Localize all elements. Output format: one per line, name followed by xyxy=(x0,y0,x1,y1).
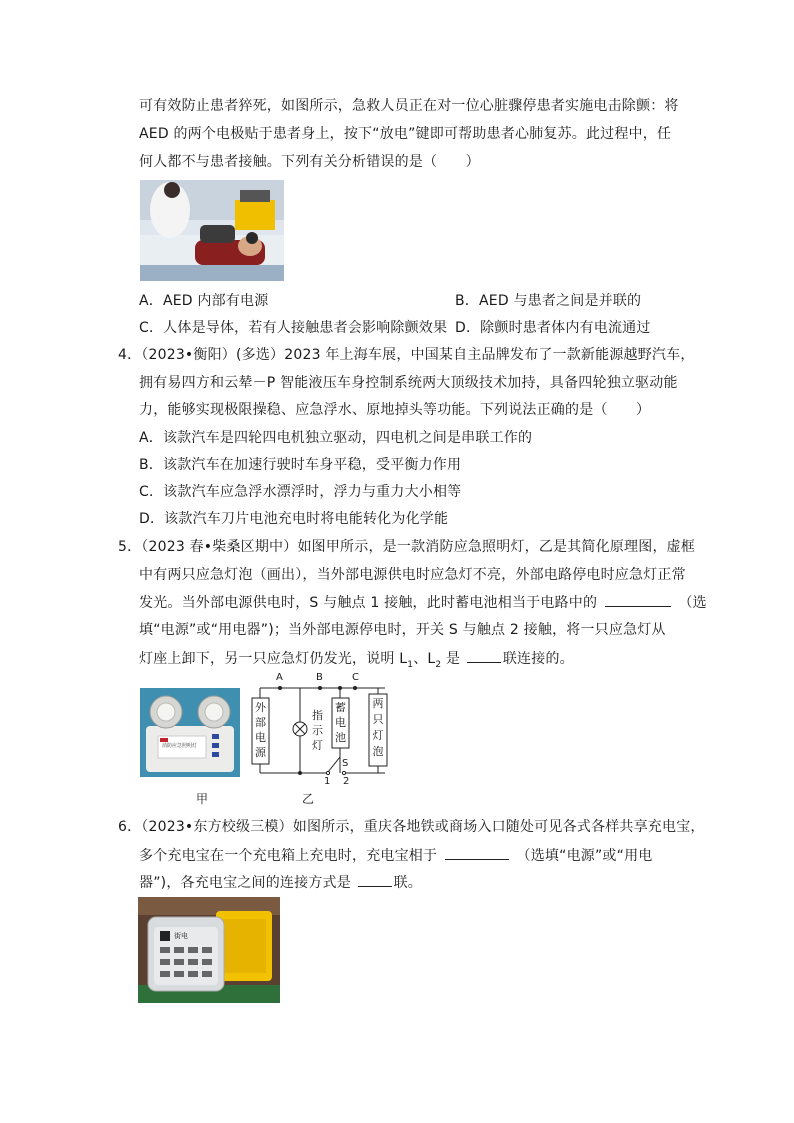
q3-stem-line1: 可有效防止患者猝死，如图所示，急救人员正在对一位心脏骤停患者实施电击除颤：将 xyxy=(139,98,679,114)
terminal-1-label: 1 xyxy=(324,776,331,787)
lamp-label: 消防应急照明灯 xyxy=(162,743,198,749)
q5-stem-line1: 5．（2023 春•柴桑区期中）如图甲所示，是一款消防应急照明灯，乙是其简化原理图，虚框 xyxy=(118,539,696,555)
q6-stem-line1: 6．（2023•东方校级三模）如图所示，重庆各地铁或商场入口随处可见各式各样共享充电宝， xyxy=(118,819,705,835)
q4-option-d: D．该款汽车刀片电池充电时将电能转化为化学能 xyxy=(139,511,449,527)
q5-blank-1[interactable] xyxy=(605,592,671,607)
circuit-diagram xyxy=(250,672,390,792)
q5-stem-line4: 填“电源”或“用电器”)；当外部电源停电时，开关 S 与触点 2 接触，将一只应急灯从 xyxy=(139,622,666,638)
caption-yi: 乙 xyxy=(302,792,315,806)
q4-stem-line1: 4．（2023•衡阳）(多选）2023 年上海车展，中国某自主品牌发布了一款新能源越野汽车， xyxy=(118,347,695,363)
q4-option-a: A．该款汽车是四轮四电机独立驱动，四电机之间是串联工作的 xyxy=(139,430,533,446)
battery-label: 蓄 电 池 xyxy=(335,701,346,744)
q5-stem-line2: 中有两只应急灯泡（画出），当外部电源供电时应急灯不亮，外部电路停电时应急灯正常 xyxy=(139,567,686,583)
q3-option-c: C．人体是导体，若有人接触患者会影响除颤效果 xyxy=(139,320,448,336)
q3-stem-line3: 何人都不与患者接触。下列有关分析错误的是（ ） xyxy=(139,154,480,170)
q3-option-b: B．AED 与患者之间是并联的 xyxy=(455,293,642,309)
powerbank-photo xyxy=(138,897,280,1003)
q3-option-a: A．AED 内部有电源 xyxy=(139,293,269,309)
q6-blank-2[interactable] xyxy=(358,872,392,887)
aed-photo xyxy=(140,180,284,281)
node-c-label: C xyxy=(352,672,359,683)
emergency-lamp-photo xyxy=(140,688,240,777)
q5-stem-line5: 灯座上卸下，另一只应急灯仍发光，说明 $L_1$、$L_2$ 是 联连接的。 xyxy=(139,648,574,675)
q3-option-d: D．除颤时患者体内有电流通过 xyxy=(455,320,651,336)
q5-stem-line3: 发光。当外部电源供电时，S 与触点 1 接触，此时蓄电池相当于电路中的 （选 xyxy=(139,592,707,613)
powerbank-brand: 街电 xyxy=(174,932,188,940)
q3-stem-line2: AED 的两个电极贴于患者身上，按下“放电”键即可帮助患者心肺复苏。此过程中，任 xyxy=(139,126,672,142)
q5-blank-2[interactable] xyxy=(467,648,501,663)
q6-stem-line3: 器”)，各充电宝之间的连接方式是 联。 xyxy=(139,872,422,893)
q6-blank-1[interactable] xyxy=(445,845,509,860)
q4-option-c: C．该款汽车应急浮水漂浮时，浮力与重力大小相等 xyxy=(139,484,462,500)
q4-option-b: B．该款汽车在加速行驶时车身平稳，受平衡力作用 xyxy=(139,457,462,473)
terminal-2-label: 2 xyxy=(343,776,350,787)
switch-s-label: S xyxy=(342,758,349,769)
node-a-label: A xyxy=(276,672,283,683)
q4-stem-line2: 拥有易四方和云辇－P 智能液压车身控制系统两大顶级技术加持，具备四轮独立驱动能 xyxy=(139,375,678,391)
indicator-lamp-label: 指 示 灯 xyxy=(312,709,323,752)
caption-jia: 甲 xyxy=(196,792,209,806)
two-bulbs-label: 两 只 灯 泡 xyxy=(372,697,384,758)
external-power-label: 外 部 电 源 xyxy=(255,701,266,759)
node-b-label: B xyxy=(316,672,323,683)
q6-stem-line2: 多个充电宝在一个充电箱上充电时，充电宝相于 （选填“电源”或“用电 xyxy=(139,845,652,866)
q4-stem-line3: 力，能够实现极限操稳、应急浮水、原地掉头等功能。下列说法正确的是（ ） xyxy=(139,402,651,418)
